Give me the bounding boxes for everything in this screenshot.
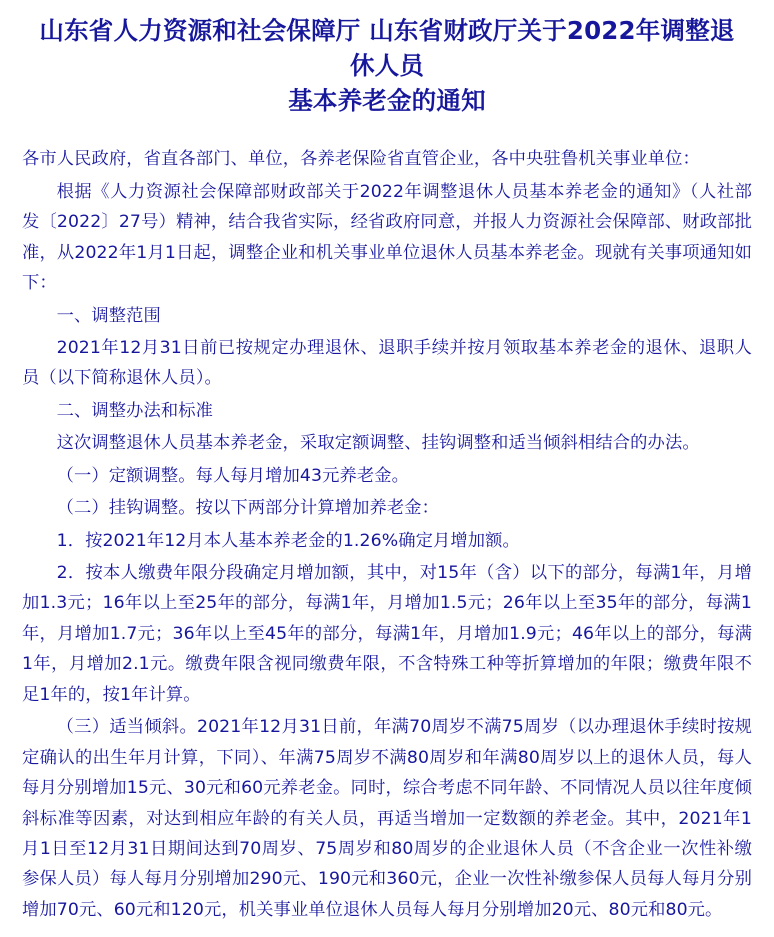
item-linked-sub-2: 2．按本人缴费年限分段确定月增加额，其中，对15年（含）以下的部分，每满1年，月增加1.3元；16年以上至25年的部分，每满1年，月增加1.5元；26年以上至35年的部分，每满1年，月增加1.7元；36年以上至45年的部分，每满1年，月增加1.9元；46年以上的部分，每满1年，月增加2.1元。缴费年限含视同缴费年限，不含特殊工种等折算增加的年限；缴费年限不足1年的，按1年计算。 [22,563,752,705]
item-tilt-adjustment: （三）适当倾斜。2021年12月31日前，年满70周岁不满75周岁（以办理退休手续时按规定确认的出生年月计算，下同）、年满75周岁不满80周岁和年满80周岁以上的退休人员，每人每月分别增加15元、30元和60元养老金。同时，综合考虑不同年龄、不同情况人员以往年度倾斜标准等因素，对达到相应年龄的有关人员，再适当增加一定数额的养老金。其中，2021年1月1日至12月31日期间达到70周岁、75周岁和80周岁的企业退休人员（不含企业一次性补缴参保人员）每人每月分别增加290元、190元和360元，企业一次性补缴参保人员每人每月分别增加70元、60元和120元，机关事业单位退休人员每人每月分别增加20元、80元和80元。 [22,717,752,920]
section-heading-2: 二、调整办法和标准 [56,400,214,421]
item-fixed-adjustment: （一）定额调整。每人每月增加43元养老金。 [56,465,410,486]
item-linked-adjustment: （二）挂钩调整。按以下两部分计算增加养老金： [56,498,439,519]
item-linked-sub-1: 1．按2021年12月本人基本养老金的1.26%确定月增加额。 [56,530,520,551]
paragraph-preamble: 根据《人力资源社会保障部财政部关于2022年调整退休人员基本养老金的通知》（人社部发〔2022〕27号）精神，结合我省实际，经省政府同意，并报人力资源社会保障部、财政部批准，从2022年1月1日起，调整企业和机关事业单位退休人员基本养老金。现就有关事项通知如下： [22,181,752,294]
section-2-body: 这次调整退休人员基本养老金，采取定额调整、挂钩调整和适当倾斜相结合的办法。 [56,433,700,454]
title-line-2: 基本养老金的通知 [288,85,486,115]
section-heading-1: 一、调整范围 [56,305,161,326]
page-title [28,14,746,118]
document-body [22,144,752,925]
paragraph-addressee: 各市人民政府，省直各部门、单位，各养老保险省直管企业，各中央驻鲁机关事业单位： [22,149,700,170]
section-1-body: 2021年12月31日前已按规定办理退休、退职手续并按月领取基本养老金的退休、退职人员（以下简称退休人员）。 [22,337,752,389]
title-line-1: 山东省人力资源和社会保障厅 山东省财政厅关于2022年调整退休人员 [39,16,735,80]
